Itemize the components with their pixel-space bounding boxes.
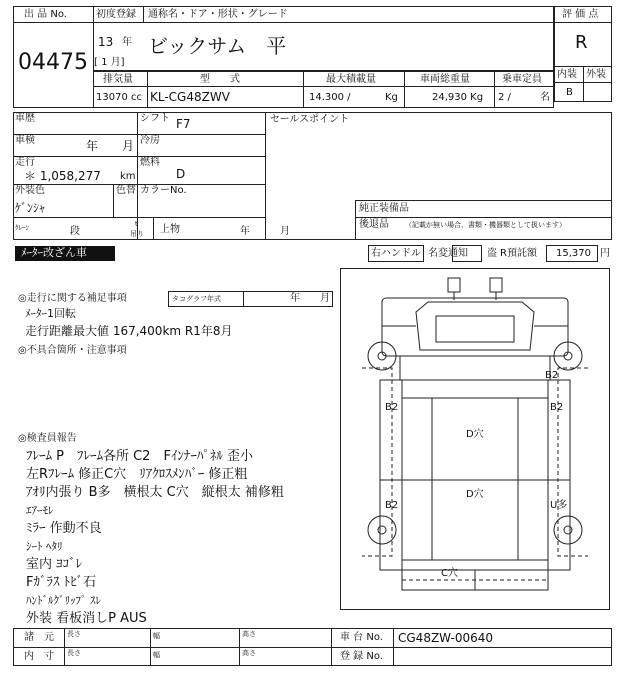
damage-d-lower: D穴 — [466, 489, 484, 500]
color-label: 外装色 — [15, 185, 45, 196]
inspector-line: Fｶﾞﾗｽ ﾄﾋﾞ石 — [26, 575, 97, 590]
fuel-value: D — [176, 167, 186, 181]
history-label: 車歴 — [15, 113, 35, 124]
mileage-unit: km — [120, 171, 136, 182]
mileage-value: ＊ 1,058,277 — [24, 169, 101, 183]
side-dash-right — [558, 368, 588, 556]
cab-roof — [436, 316, 514, 342]
model-value: KL-CG48ZWV — [150, 90, 230, 104]
upper-month-unit: 月 — [280, 226, 290, 237]
deposit-unit: 円 — [600, 248, 610, 259]
registration-label: 登 録 No. — [340, 651, 383, 662]
damage-d-upper: D穴 — [466, 429, 484, 440]
selling-points-label: セールスポイント — [270, 114, 350, 125]
inner-label: 内 寸 — [24, 651, 54, 662]
model-grade-label: 通称名・ドア・形状・グレード — [148, 9, 288, 20]
deposit-prefix: 盗 — [487, 248, 497, 259]
exterior-label: 外装 — [586, 69, 606, 80]
color-change-label: 色替 — [116, 185, 136, 196]
meter-tampered-badge: ﾒｰﾀｰ改ざん車 — [15, 246, 115, 261]
windshield — [416, 302, 534, 350]
shift-value: F7 — [176, 117, 191, 131]
gross-weight-label: 車両総重量 — [420, 74, 470, 85]
crane-t: t — [135, 220, 138, 228]
cab-outline — [382, 298, 568, 356]
max-mileage-line: 走行距離最大値 167,400km R1年8月 — [25, 324, 233, 338]
inspector-line: ｱｵﾘ内張り B多 横根太 C穴 縦根太 補修粗 — [26, 485, 284, 500]
mirror-left-icon — [448, 278, 460, 292]
year-unit: 年 — [122, 37, 132, 48]
inspection-label: 車検 — [15, 135, 35, 146]
chassis-value: CG48ZW-00640 — [398, 631, 494, 645]
cooling-label: 冷房 — [140, 135, 160, 146]
inspector-line: 外装 看板消しP AUS — [26, 611, 147, 626]
side-dash-left — [362, 368, 392, 556]
upper-label: 上物 — [160, 224, 180, 235]
inspector-line: ﾌﾚｰﾑ P ﾌﾚｰﾑ各所 C2 Fｲﾝﾅｰﾊﾟﾈﾙ 歪小 — [26, 449, 254, 464]
capacity-label: 乗車定員 — [502, 74, 542, 85]
shift-label: シフト — [140, 113, 170, 124]
displacement-label: 排気量 — [103, 74, 133, 85]
inspector-line: 室内 ﾖｺﾞﾚ — [26, 557, 83, 572]
spec-width-label: 幅 — [153, 632, 160, 640]
crane-stage: 段 — [70, 226, 80, 237]
mileage-label: 走行 — [15, 157, 35, 168]
damage-b2-left-upper: B2 — [385, 402, 399, 413]
max-load-value: 14.300 / — [309, 92, 351, 103]
mirror-right-icon — [490, 278, 502, 292]
name-change-label: 名変通知 — [428, 248, 468, 259]
bed-floor — [432, 398, 518, 560]
spec-height-label: 高さ — [242, 630, 256, 638]
inspector-line: ｴｱｰﾓﾚ — [26, 504, 54, 517]
name-change-checkbox — [452, 245, 482, 262]
first-reg-year: 13 — [98, 35, 114, 49]
inner-height-label: 高さ — [242, 649, 256, 657]
damage-c-bottom: C穴 — [441, 568, 458, 579]
model-label: 型 式 — [200, 74, 240, 85]
tacho-month-unit: 月 — [320, 293, 330, 304]
spec-label: 諸 元 — [24, 632, 54, 643]
travel-heading: ◎走行に関する補足事項 — [18, 293, 127, 304]
interior-score: B — [566, 87, 573, 98]
cargo-bed-outline — [402, 380, 548, 570]
inspection-month-unit: 月 — [122, 139, 135, 153]
deposit-label: R預託額 — [500, 248, 537, 259]
lot-no-label: 出 品 No. — [24, 9, 67, 20]
damage-b2-upper-right: B2 — [545, 370, 559, 381]
capacity-unit: 名 — [540, 92, 550, 103]
inner-width-label: 幅 — [153, 651, 160, 659]
inspection-year-unit: 年 — [86, 139, 99, 153]
chassis-label: 車 台 No. — [340, 632, 383, 643]
inspector-line: 左Rﾌﾚｰﾑ 修正C穴 ﾘｱｸﾛｽﾒﾝﾊﾞｰ 修正粗 — [26, 467, 248, 482]
displacement-value: 13070 cc — [96, 92, 142, 103]
score-label: 評 価 点 — [562, 9, 599, 20]
tachograph-label: タコグラフ年式 — [172, 295, 221, 303]
crane-label: ｸﾚｰﾝ — [15, 224, 29, 232]
aftermarket-note: （記載が無い場合、書類・機器類として扱います） — [405, 221, 566, 229]
max-load-unit: Kg — [385, 92, 398, 103]
gross-weight-value: 24,930 Kg — [432, 92, 484, 103]
aftermarket-label: 後退品 — [359, 219, 389, 230]
defects-heading: ◎不具合箇所・注意事項 — [18, 345, 127, 356]
capacity-value: 2 / — [498, 92, 511, 103]
vehicle-name: ビックサム 平 — [148, 34, 287, 58]
inspector-heading: ◎検査員報告 — [18, 433, 77, 444]
first-reg-month: [ 1 月] — [94, 57, 125, 68]
color-value: ｹﾞﾝｼｬ — [15, 201, 46, 215]
inspector-report-list — [26, 448, 284, 628]
inspector-line: ｼｰﾄ ﾍﾀﾘ — [26, 540, 63, 553]
max-load-label: 最大積載量 — [326, 74, 376, 85]
score-value: R — [575, 32, 588, 53]
tacho-year-unit: 年 — [290, 293, 300, 304]
deposit-value: 15,370 — [556, 248, 591, 259]
inner-length-label: 長さ — [67, 649, 81, 657]
fuel-label: 燃料 — [140, 157, 160, 168]
inspector-line: ﾊﾝﾄﾞﾙｸﾞﾘｯﾌﾟ ｽﾚ — [26, 594, 101, 607]
spec-length-label: 長さ — [67, 630, 81, 638]
damage-b2-left-lower: B2 — [385, 500, 399, 511]
upper-year-unit: 年 — [240, 226, 250, 237]
damage-b2-right-upper: B2 — [550, 402, 564, 413]
right-handle-label: 右ハンドル — [371, 248, 421, 259]
crane-hang: 吊り — [130, 230, 144, 238]
color-number-label: カラーNo. — [140, 185, 187, 196]
meter-line: ﾒｰﾀｰ1回転 — [25, 307, 76, 320]
interior-label: 内装 — [557, 69, 577, 80]
lot-number: 04475 — [18, 50, 88, 75]
genuine-equipment-label: 純正装備品 — [359, 203, 409, 214]
damage-u-right-lower: U多 — [550, 500, 568, 511]
first-reg-label: 初度登録 — [96, 9, 136, 20]
inspector-line: ﾐﾗｰ 作動不良 — [26, 521, 102, 536]
